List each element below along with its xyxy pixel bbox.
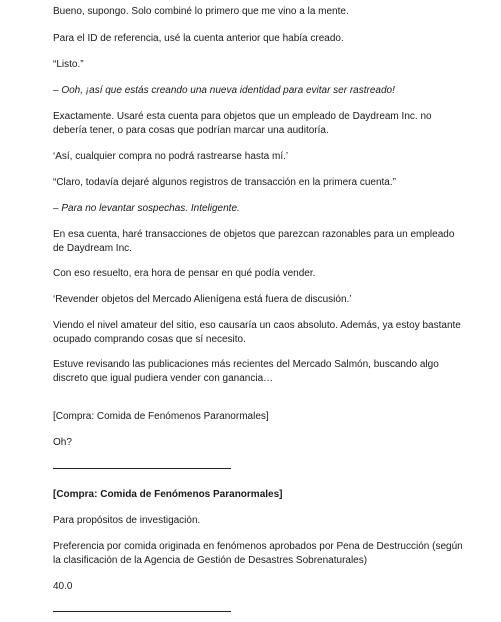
paragraph: [Compra: Comida de Fenómenos Paranormales] bbox=[53, 411, 269, 422]
paragraph: Exactamente. Usaré esta cuenta para objetos que un empleado de Daydream Inc. no debería tener, o para cosas que podrían marcar una auditoría. bbox=[53, 111, 432, 136]
paragraph: Oh? bbox=[53, 437, 72, 448]
paragraph-italic: – Para no levantar sospechas. Inteligente. bbox=[53, 203, 240, 214]
paragraph: Bueno, supongo. Solo combiné lo primero que me vino a la mente. bbox=[53, 6, 349, 17]
section-heading: [Compra: Comida de Fenómenos Paranormales] bbox=[53, 489, 283, 500]
paragraph: Preferencia por comida originada en fenómenos aprobados por Pena de Destrucción (según la clasificación de la Agencia de Gestión de Desastres Sobrenaturales) bbox=[53, 541, 463, 566]
section-divider bbox=[53, 468, 231, 469]
paragraph: Para propósitos de investigación. bbox=[53, 515, 201, 526]
paragraph: Para el ID de referencia, usé la cuenta anterior que había creado. bbox=[53, 33, 344, 44]
paragraph-italic: – Ooh, ¡así que estás creando una nueva identidad para evitar ser rastreado! bbox=[53, 85, 395, 96]
paragraph: Estuve revisando las publicaciones más recientes del Mercado Salmón, buscando algo discreto que igual pudiera vender con ganancia… bbox=[53, 359, 439, 384]
paragraph: Viendo el nivel amateur del sitio, eso causaría un caos absoluto. Además, ya estoy bastante ocupado comprando cosas que sí necesito. bbox=[53, 320, 461, 345]
paragraph: ‘Así, cualquier compra no podrá rastrearse hasta mí.’ bbox=[53, 151, 289, 162]
paragraph: ‘Revender objetos del Mercado Alienígena está fuera de discusión.’ bbox=[53, 294, 352, 305]
paragraph: “Listo.” bbox=[53, 59, 84, 70]
paragraph: En esa cuenta, haré transacciones de objetos que parezcan razonables para un empleado de Daydream Inc. bbox=[53, 229, 455, 254]
paragraph: Con eso resuelto, era hora de pensar en qué podía vender. bbox=[53, 268, 316, 279]
price-value: 40.0 bbox=[53, 581, 73, 592]
paragraph: “Claro, todavía dejaré algunos registros de transacción en la primera cuenta.” bbox=[53, 177, 396, 188]
section-divider bbox=[53, 611, 231, 612]
